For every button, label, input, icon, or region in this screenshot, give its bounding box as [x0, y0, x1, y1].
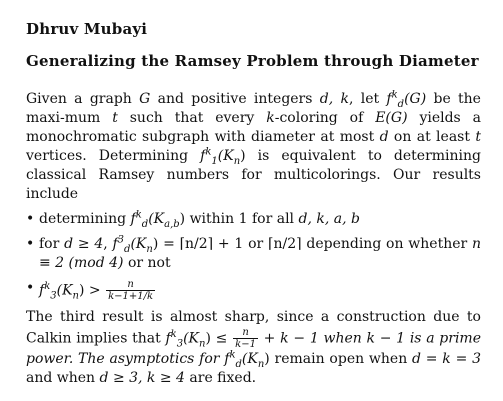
text: -coloring of — [274, 110, 376, 126]
math-sup: k — [170, 328, 177, 340]
math-sup: k — [391, 89, 398, 101]
author-name: Dhruv Mubayi — [26, 20, 148, 38]
text: and positive integers — [150, 91, 320, 107]
math-sub: n — [257, 358, 265, 370]
math-sub: d — [124, 243, 131, 255]
math-paren-K: (K — [241, 351, 258, 367]
fraction-numerator: n — [106, 279, 155, 291]
text: is equivalent to determining classical Ramsey numbers for multicolorings. Our results include — [26, 148, 481, 202]
abstract-intro — [26, 90, 481, 204]
math-close: ) — [240, 148, 246, 164]
text: such that every — [117, 110, 267, 126]
math-condition: d = k = 3 — [412, 351, 481, 367]
text: , — [103, 236, 113, 252]
text: = ⌈n/2⌉ + 1 or ⌈n/2⌉ depending on whether — [158, 236, 472, 252]
text: remain open when — [269, 351, 413, 367]
math-sub: 1 — [211, 155, 218, 167]
math-congruence: n ≡ 2 (mod 4) — [39, 236, 481, 271]
text: yields a monochromatic subgraph with diameter at most — [26, 110, 481, 145]
math-sub: d — [141, 218, 149, 230]
math-sup: k — [44, 280, 51, 292]
abstract-body — [26, 90, 481, 388]
text: + k − 1 when k − 1 is a prime power. The asymptotics for — [26, 330, 481, 367]
math-cond: d ≥ 4 — [64, 236, 104, 252]
math-f: f — [200, 148, 206, 164]
math-d: d — [379, 129, 389, 145]
fraction-numerator: n — [233, 327, 258, 339]
math-sub: a,b — [164, 218, 180, 230]
math-close: ) — [205, 330, 211, 347]
list-item — [26, 279, 481, 302]
fraction — [233, 327, 258, 350]
math-paren-K: (K — [217, 148, 234, 164]
text: for — [39, 236, 65, 252]
text: or not — [123, 255, 171, 271]
math-sub: d — [235, 358, 242, 370]
text: on at least — [388, 129, 476, 145]
math-close: ) — [264, 351, 270, 367]
abstract-closing — [26, 308, 481, 388]
list-item — [26, 235, 481, 273]
math-sup: 3 — [117, 234, 125, 246]
list-item — [26, 210, 481, 229]
math-sub: 3 — [50, 290, 57, 302]
text: are fixed. — [184, 370, 257, 386]
results-list — [26, 210, 481, 302]
math-sub: n — [233, 155, 241, 167]
math-f: f — [386, 91, 392, 107]
math-paren-K: (K — [130, 236, 147, 252]
math-sub: d — [397, 98, 405, 110]
math-f: f — [165, 330, 171, 347]
paper-title: Generalizing the Ramsey Problem through Diameter — [26, 52, 479, 70]
math-sup: k — [229, 349, 236, 361]
math-condition: d ≥ 3, k ≥ 4 — [99, 370, 185, 386]
math-close: ) — [79, 282, 85, 299]
text: , let — [348, 91, 387, 107]
text: The third result is almost sharp, since a construction due to Calkin implies that — [26, 309, 481, 347]
math-paren-K: (K — [56, 282, 73, 299]
fraction — [106, 279, 155, 302]
math-k: k — [266, 110, 275, 126]
text: vertices. Determining — [26, 148, 201, 164]
math-t: t — [475, 129, 481, 145]
math-dk: d, k — [319, 91, 349, 107]
fraction-denominator: k−1+1/k — [108, 291, 154, 302]
math-paren-G: (G) — [404, 91, 427, 107]
math-EG: E(G) — [375, 110, 408, 126]
fraction-denominator: k−1 — [235, 339, 256, 350]
text: determining — [39, 211, 131, 227]
math-sub: n — [146, 243, 153, 255]
math-paren-K: (K — [183, 330, 200, 347]
math-f: f — [112, 236, 118, 252]
math-f: f — [39, 282, 45, 299]
math-sup: k — [205, 146, 212, 158]
text: ≤ — [210, 330, 233, 347]
math-sup: k — [135, 209, 142, 221]
math-vars: d, k, a, b — [298, 211, 360, 227]
math-sub: n — [199, 338, 206, 350]
math-t: t — [112, 110, 118, 126]
text: and when — [26, 370, 100, 386]
math-paren-K: (K — [148, 211, 165, 227]
math-f: f — [130, 211, 136, 227]
math-f: f — [224, 351, 230, 367]
math-G: G — [139, 91, 151, 107]
math-sub: 3 — [176, 338, 184, 350]
math-sub: n — [72, 290, 79, 302]
text: ) within 1 for all — [179, 211, 299, 227]
text: Given a graph — [26, 91, 140, 107]
math-close: ) — [152, 236, 159, 252]
text: > — [84, 282, 106, 299]
text: be the maxi-mum — [26, 91, 481, 126]
